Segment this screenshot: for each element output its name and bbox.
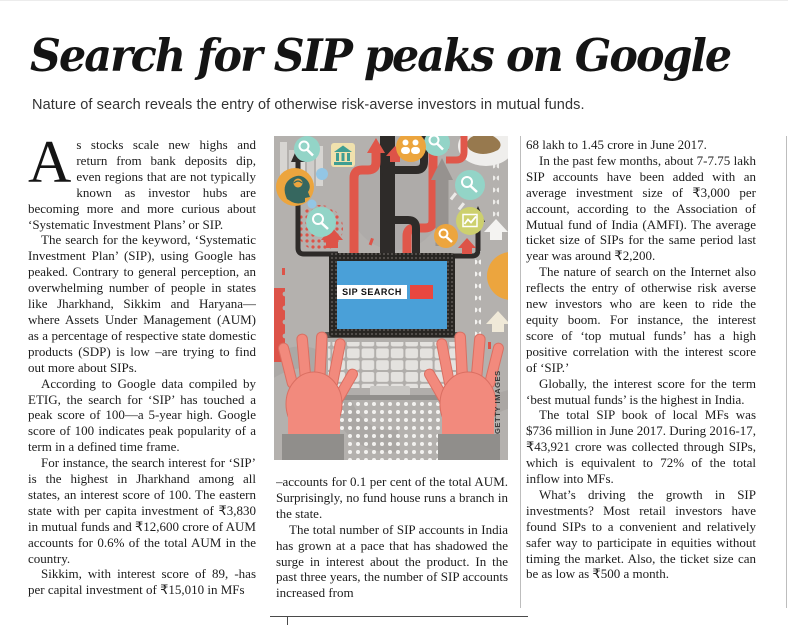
next-article-rule-tick [287, 616, 288, 625]
magnifier-icon [455, 170, 485, 200]
paragraph: In the past few months, about 7-7.75 lakh SIP accounts have been added with an average investment size of ₹3,000 per account, according to the Association of Mutual fund of India (AMFI). The average ticket size of SIPs for the same period last year was around ₹2,200. [526, 152, 756, 264]
magnifier-icon [294, 136, 320, 162]
column-middle [276, 474, 508, 616]
next-article-rule [270, 616, 528, 617]
search-input: SIP SEARCH [337, 285, 407, 299]
paragraph: For instance, the search interest for ‘SIP’ is the highest in Jharkhand among all states, an interest score of 100. The eastern state with per capita investment of ₹3,830 in mutual funds and ₹12,600 crore of AUM accounts for 0.6% of the total AUM in the country. [28, 455, 256, 566]
paragraph: What’s driving the growth in SIP investments? Most retail investors have found SIPs to a convenient and relatively safer way to participate in equities without timing the market. Also, the ticket size can be as low as ₹500 a month. [526, 486, 756, 582]
search-button [410, 285, 433, 299]
magnifier-icon [306, 207, 336, 237]
paragraph [28, 137, 256, 232]
paragraph: The search for the keyword, ‘Systematic Investment Plan’ (SIP), using Google has peaked. Contrary to general perception, an overwhelming number of people in states like Jharkhand, Sikkim and Haryana—where Assets Under Management (AUM) as a percentage of respective state domestic products (SDP) is low –are trying to find out more about SIPs. [28, 232, 256, 375]
paragraph-text: s stocks scale new highs and return from bank deposits dip, even regions that are not typically known as investor hubs are becoming more and more curious about ‘Systematic Investment Plans’ or SIP. [28, 137, 256, 232]
article-subhead: Nature of search reveals the entry of otherwise risk-averse investors in mutual funds. [32, 97, 585, 113]
head-brain-icon [276, 168, 314, 206]
paragraph: According to Google data compiled by ETIG, the search for ‘SIP’ has touched a peak score of 100—a 5-year high. Google score of 100 indicates peak popularity of a term in a defined time frame. [28, 375, 256, 455]
magnifier-icon [434, 224, 458, 248]
paragraph: Globally, the interest score for the term ‘best mutual funds’ is the highest in India. [526, 375, 756, 407]
paragraph: 68 lakh to 1.45 crore in June 2017. [526, 137, 707, 152]
photo-credit: GETTY IMAGES [493, 370, 502, 434]
column-rule [520, 136, 521, 608]
paragraph: –accounts for 0.1 per cent of the total AUM. Surprisingly, no fund house runs a branch in the state. [276, 474, 508, 521]
sip-search-illustration [274, 136, 508, 460]
paragraph: The total SIP book of local MFs was $736 million in June 2017. During 2016-17, ₹43,921 crore was collected through SIPs, which is equivalent to 72% of the total inflow into MFs. [526, 407, 756, 487]
column-right [526, 137, 756, 615]
article-headline: Search for SIP peaks on Google [30, 29, 731, 82]
bank-icon [331, 143, 355, 167]
paragraph: The nature of search on the Internet also reflects the entry of otherwise risk averse new investors who are keen to ride the equity boom. For instance, the interest score of ‘top mutual funds’ has a high positive correlation with the interest score of ‘SIP.’ [526, 264, 756, 375]
column-left [28, 137, 256, 615]
drop-cap: A [28, 137, 72, 195]
page-top-rule [0, 0, 788, 1]
column-rule [786, 136, 787, 608]
search-bar [337, 285, 433, 299]
chart-icon [456, 207, 484, 235]
paragraph: Sikkim, with interest score of 89, -has per capital investment of ₹15,010 in MFs [28, 566, 256, 598]
paragraph: The total number of SIP accounts in India has grown at a pace that has shadowed the surge in interest about the product. In the past three years, the number of SIP accounts increased from [276, 521, 508, 601]
